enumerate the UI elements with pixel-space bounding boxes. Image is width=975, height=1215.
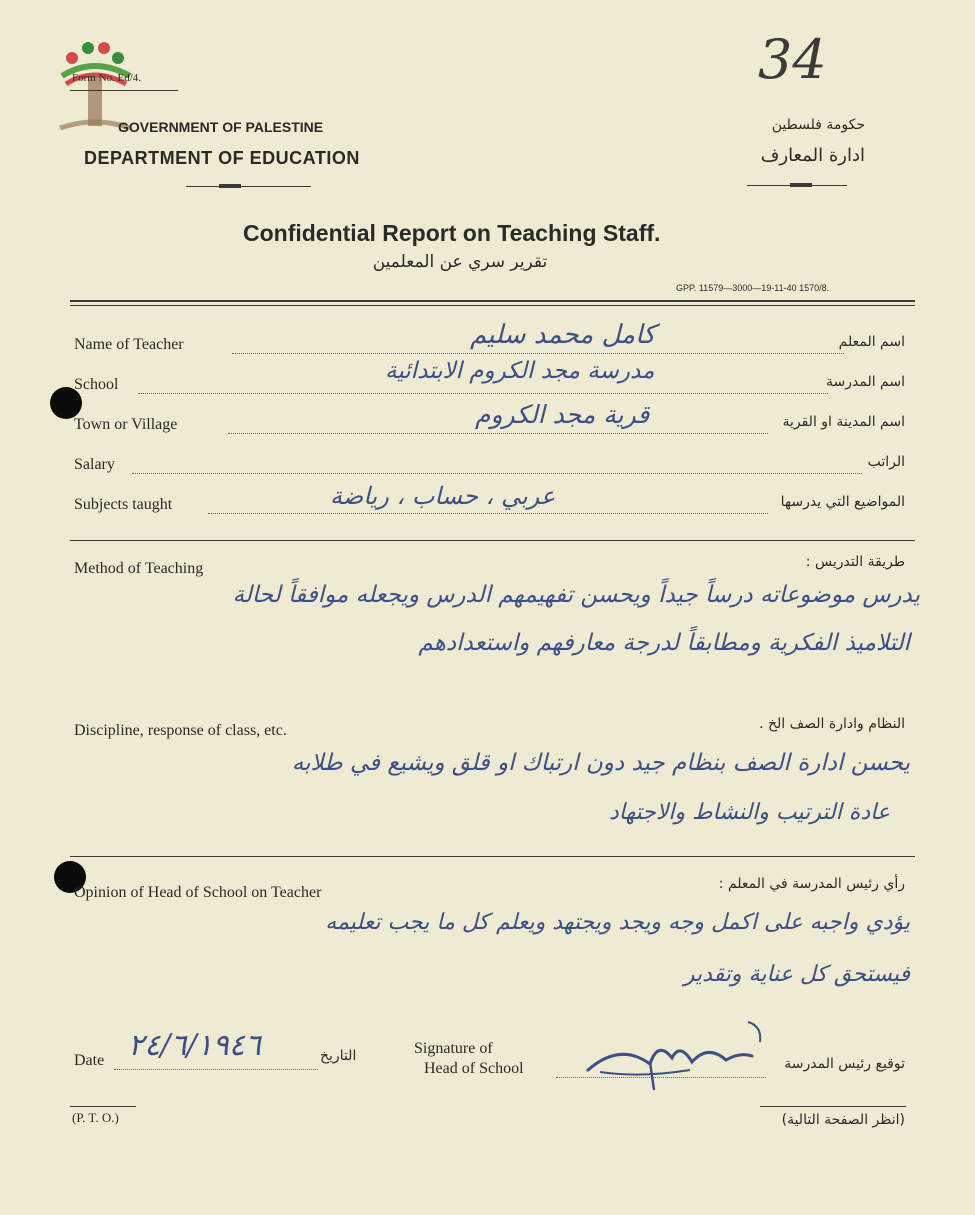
date-label-en: Date — [74, 1052, 105, 1069]
method-text-line-1: يدرس موضوعاته درساً جيداً ويحسن تفهيمهم الدرس ويجعله موافقاً لحالة — [232, 582, 920, 608]
double-rule-top — [70, 300, 915, 302]
opinion-text-line-1: يؤدي واجبه على اكمل وجه ويجد ويجتهد ويعلم كل ما يجب تعليمه — [325, 910, 910, 935]
signature-label-en-line2: Head of School — [424, 1060, 524, 1077]
town-label-en: Town or Village — [74, 416, 178, 433]
report-title-en: Confidential Report on Teaching Staff. — [243, 220, 661, 246]
opinion-label-ar: رأي رئيس المدرسة في المعلم : — [718, 876, 905, 892]
subjects-label-en: Subjects taught — [74, 496, 173, 513]
school-value: مدرسة مجد الكروم الابتدائية — [385, 358, 655, 384]
method-label-en: Method of Teaching — [74, 560, 204, 577]
method-label-ar: طريقة التدريس : — [805, 554, 905, 570]
name-label-ar: اسم المعلم — [838, 334, 905, 350]
fields-separator-rule — [70, 540, 915, 541]
discipline-text-line-1: يحسن ادارة الصف بنظام جيد دون ارتباك او قلق ويشيع في طلابه — [291, 750, 910, 776]
town-dotted-line — [228, 433, 768, 434]
department-title-en: DEPARTMENT OF EDUCATION — [84, 148, 360, 168]
form-number: Form No. Ed/4. — [72, 72, 142, 84]
double-rule-bottom — [70, 305, 915, 306]
signature-label-ar: توقيع رئيس المدرسة — [784, 1056, 905, 1072]
pto-ar: (انظر الصفحة التالية) — [781, 1112, 905, 1128]
salary-label-en: Salary — [74, 456, 115, 473]
school-label-en: School — [74, 376, 119, 393]
header-rule-left — [186, 186, 311, 187]
section-separator-rule — [70, 856, 915, 857]
head-of-school-signature — [580, 1012, 780, 1092]
discipline-label-ar: النظام وادارة الصف الخ . — [759, 716, 905, 732]
government-title-en: GOVERNMENT OF PALESTINE — [118, 119, 324, 135]
subjects-value: عربي ، حساب ، رياضة — [330, 482, 556, 510]
date-value: ٢٤/٦/١٩٤٦ — [128, 1028, 262, 1063]
report-title-ar: تقرير سري عن المعلمين — [372, 252, 548, 272]
header-rule-left-bar — [219, 184, 241, 188]
department-title-ar: ادارة المعارف — [760, 145, 865, 166]
subjects-label-ar: المواضيع التي يدرسها — [780, 494, 905, 510]
name-dotted-line — [232, 353, 844, 354]
town-value: قرية مجد الكروم — [475, 400, 650, 429]
discipline-label-en: Discipline, response of class, etc. — [74, 722, 287, 739]
salary-dotted-line — [132, 473, 862, 474]
date-label-ar: التاريخ — [320, 1048, 357, 1064]
name-value: كامل محمد سليم — [470, 320, 656, 350]
date-dotted-line — [114, 1069, 318, 1070]
salary-label-ar: الراتب — [867, 454, 905, 470]
school-label-ar: اسم المدرسة — [826, 374, 905, 390]
subjects-dotted-line — [208, 513, 768, 514]
header-rule-right-bar — [790, 183, 812, 187]
form-number-rule — [70, 90, 178, 91]
name-label-en: Name of Teacher — [74, 336, 184, 353]
pto-ar-rule — [760, 1106, 906, 1107]
town-label-ar: اسم المدينة او القرية — [782, 414, 905, 430]
discipline-text-line-2: عادة الترتيب والنشاط والاجتهاد — [608, 800, 890, 825]
school-dotted-line — [138, 393, 828, 394]
opinion-text-line-2: فيستحق كل عناية وتقدير — [683, 962, 910, 987]
pto-en-rule — [70, 1106, 136, 1107]
method-text-line-2: التلاميذ الفكرية ومطابقاً لدرجة معارفهم واستعدادهم — [418, 630, 910, 656]
signature-label-en-line1: Signature of — [414, 1040, 493, 1057]
print-reference: GPP. 11579—3000—19-11-40 1570/8. — [676, 283, 830, 293]
opinion-label-en: Opinion of Head of School on Teacher — [74, 884, 322, 901]
pto-en: (P. T. O.) — [72, 1110, 119, 1125]
government-title-ar: حكومة فلسطين — [771, 117, 865, 133]
page-number: 34 — [758, 28, 827, 91]
